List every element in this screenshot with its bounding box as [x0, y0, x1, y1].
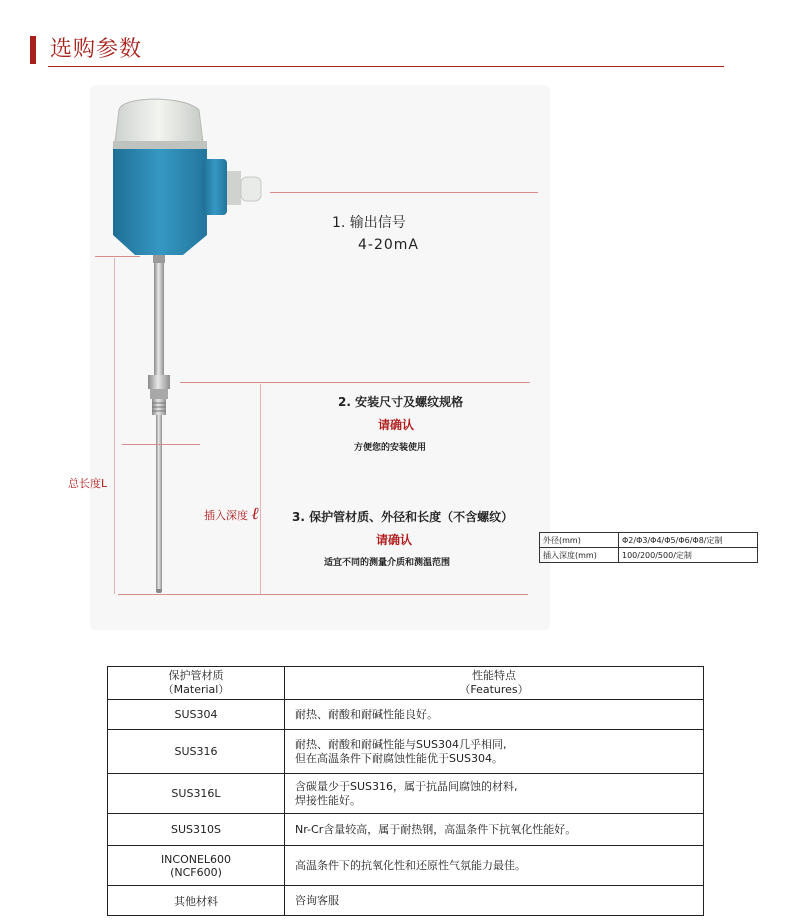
feature-line: 含碳量少于SUS316，属于抗晶间腐蚀的材料,: [295, 779, 518, 793]
feature-cell: Nr-Cr含量较高，属于耐热钢，高温条件下抗氧化性能好。: [285, 814, 704, 846]
table-row: [108, 814, 704, 846]
material-cell: SUS310S: [108, 814, 285, 846]
dimension-row: [540, 548, 758, 563]
material-cell: SUS316: [108, 730, 285, 774]
material-column-header: [108, 667, 285, 700]
guide-line-top: [95, 256, 140, 257]
spec-tube-title: 3. 保护管材质、外径和长度（不含螺纹）: [292, 510, 514, 524]
table-row: [108, 730, 704, 774]
dimension-label: 外径(mm): [540, 533, 619, 548]
table-row: [108, 886, 704, 916]
spec-output-value: 4-20mA: [358, 237, 419, 253]
feature-cell: 耐热、耐酸和耐碱性能良好。: [285, 700, 704, 730]
material-table-header: [108, 667, 704, 700]
material-cell: SUS316L: [108, 774, 285, 814]
feature-line: 焊接性能好。: [295, 793, 361, 807]
table-row: [108, 700, 704, 730]
material-cell: 其他材料: [108, 886, 285, 916]
insert-depth-text: 插入深度: [204, 509, 248, 522]
guide-line-bottom: [118, 594, 528, 595]
material-header-sub: （Material）: [162, 683, 230, 696]
dimension-row: [540, 533, 758, 548]
dimension-label: 插入深度(mm): [540, 548, 619, 563]
page-title: 选购参数: [50, 37, 143, 62]
dimension-table: [539, 532, 758, 563]
feature-cell: 高温条件下的抗氧化性和还原性气氛能力最佳。: [285, 846, 704, 886]
feature-cell: [285, 774, 704, 814]
features-header-sub: （Features）: [459, 683, 529, 696]
insert-depth-dim-line: [260, 384, 261, 594]
insert-depth-label: [204, 504, 259, 524]
spec-mount-confirm: 请确认: [378, 418, 415, 432]
features-header-text: 性能特点: [472, 669, 516, 682]
feature-line: 但在高温条件下耐腐蚀性能优于SUS304。: [295, 751, 504, 765]
material-line: INCONEL600: [160, 852, 232, 866]
spec-tube-confirm: 请确认: [376, 533, 413, 547]
header-accent-bar: [30, 36, 36, 64]
feature-cell: 咨询客服: [285, 886, 704, 916]
table-row: [108, 846, 704, 886]
spec-tube-note: 适宜不同的测量介质和测温范围: [324, 558, 451, 568]
material-cell: [108, 846, 285, 886]
dimension-value: 100/200/500/定制: [619, 548, 758, 563]
guide-line-output: [270, 192, 538, 193]
material-line: (NCF600): [170, 865, 222, 879]
guide-line-mount: [180, 382, 530, 383]
feature-line: 耐热、耐酸和耐碱性能与SUS304几乎相同,: [295, 737, 507, 751]
guide-line-thread: [122, 444, 200, 445]
spec-output-title: 1. 输出信号: [332, 215, 406, 231]
temperature-sensor-image: [95, 95, 275, 605]
dimension-value: Φ2/Φ3/Φ4/Φ5/Φ6/Φ8/定制: [619, 533, 758, 548]
spec-mount-title: 2. 安装尺寸及螺纹规格: [338, 395, 464, 409]
total-length-label: 总长度L: [68, 477, 108, 490]
material-cell: SUS304: [108, 700, 285, 730]
features-column-header: [285, 667, 704, 700]
spec-mount-note: 方便您的安装使用: [354, 443, 427, 453]
feature-cell: [285, 730, 704, 774]
table-row: [108, 774, 704, 814]
header-divider: [48, 66, 724, 67]
insert-depth-symbol: ℓ: [251, 504, 259, 524]
total-length-dim-line: [114, 258, 115, 594]
material-header-text: 保护管材质: [168, 669, 224, 682]
material-table: [107, 666, 704, 916]
